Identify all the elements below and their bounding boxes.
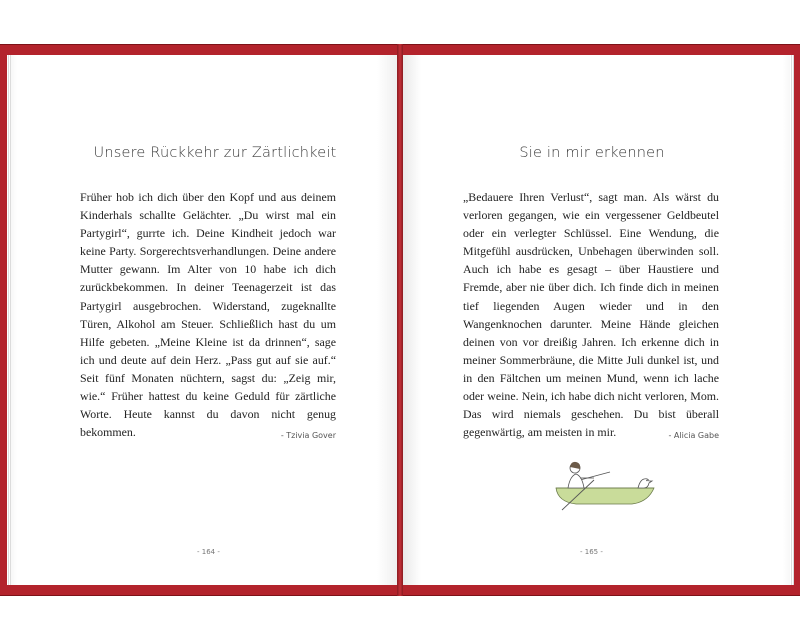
oar-right [580, 472, 610, 480]
left-page-text: Früher hob ich dich über den Kopf und aus deinem Kinderhals schallte Gelächter. „Du wirst mal ein Partygirl“, gurrte ich. Deine Kindheit jedoch war keine Party. Sorgerechtsverhandlungen. Deine andere Mutter gewann. Im Alter von 10 habe ich dich zurückbekommen. In deiner Teenagerzeit ist das Partygirl ausgebrochen. Widerstand, zugeknallte Türen, Alkohol am Steuer. Schließlich hast du um Hilfe gebeten. „Meine Kleine ist da drinnen“, sage ich und deute auf dein Herz. „Pass gut auf sie auf.“ Seit fünf Monaten nüchtern, sagst du: „Zeig mir, wie.“ Früher hattest du keine Geduld für zärtliche Worte. Heute kannst du davon nicht genug bekommen. [80, 190, 336, 440]
right-page-number: - 165 - [580, 548, 603, 556]
left-page-number: - 164 - [197, 548, 220, 556]
right-page-body [463, 188, 719, 445]
left-page-author: - Tzivia Gover [280, 431, 336, 441]
right-page-title: Sie in mir erkennen [519, 145, 665, 161]
right-page-text: „Bedauere Ihren Verlust“, sagt man. Als wärst du verloren gegangen, wie ein vergessener Geldbeutel oder ein verlegter Schlüssel. Eine Wendung, die Mitgefühl ausdrücken, Unbehagen überwinden soll. Auch ich habe es gesagt – über Haustiere und Fremde, aber nie über dich. Ich finde dich in meinen tief liegenden Augen wieder und in den Wangenknochen darunter. Meine Hände gleichen deinen von vor dreißig Jahren. Ich erkenne dich in meiner Sommerbräune, die Mitte Juli dunkel ist, und in den Fältchen um meinen Mund, wenn ich lache oder weine. Nein, ich habe dich nicht verloren, Mom. Das wird niemals geschehen. Du bist überall gegenwärtig, am meisten in mir. [463, 190, 719, 440]
left-page-title: Unsere Rückkehr zur Zärtlichkeit [93, 145, 337, 161]
right-page-edges [790, 55, 794, 585]
left-page-body [80, 188, 336, 445]
bird-eye [646, 480, 647, 481]
left-page-edges [7, 55, 11, 585]
right-page-author: - Alicia Gabe [668, 431, 719, 441]
rowing-boat-illustration [554, 458, 662, 514]
bird [638, 479, 652, 488]
rower-body [568, 474, 584, 488]
